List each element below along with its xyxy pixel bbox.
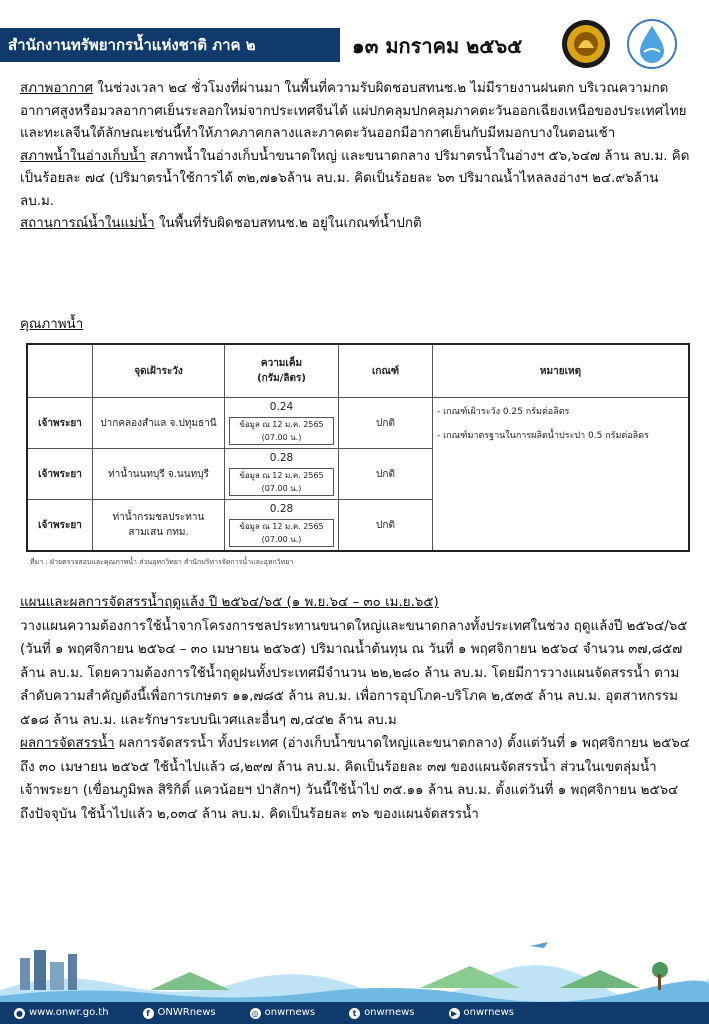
table-row [27,398,689,449]
allocation-label: ผลการจัดสรรน้ำ [20,736,115,751]
note-item: - เกณฑ์มาตรฐานในการผลิตน้ำประปา 0.5 กรัมต่อลิตร [437,431,649,441]
twitter-icon: t [349,1008,360,1019]
row-point: ท่าน้ำกรมชลประทานสามเสน กทม. [93,500,225,552]
row-criteria: ปกติ [339,500,433,552]
header-point: จุดเฝ้าระวัง [93,344,225,398]
row-value: 0.28 [269,503,294,515]
river-text: ในพื้นที่รับผิดชอบสทนช.๒ อยู่ในเกณฑ์น้ำปกติ [154,216,422,231]
row-point: ปากคลองสำแล จ.ปทุมธานี [93,398,225,449]
weather-paragraph [20,78,692,146]
reservoir-label: สภาพน้ำในอ่างเก็บน้ำ [20,148,146,164]
onwr-water-drop-logo [626,18,678,70]
plan-title: แผนและผลการจัดสรรน้ำฤดูแล้ง ปี ๒๕๖๔/๖๕ (๑ พ.ย.๖๔ – ๓๐ เม.ย.๖๕) [20,595,439,610]
row-value-cell [225,398,339,449]
footer-twitter[interactable] [349,1002,414,1024]
row-date: ข้อมูล ณ 12 ม.ค. 2565 (07.00 น.) [229,519,334,547]
row-value: 0.24 [269,401,294,413]
row-date: ข้อมูล ณ 12 ม.ค. 2565 (07.00 น.) [229,468,334,496]
row-date: ข้อมูล ณ 12 ม.ค. 2565 (07.00 น.) [229,417,334,445]
note-item: - เกณฑ์เฝ้าระวัง 0.25 กรัมต่อลิตร [437,407,570,417]
footer-website-text: www.onwr.go.th [29,1007,109,1018]
footer-youtube[interactable] [449,1002,514,1024]
allocation-text: ผลการจัดสรรน้ำ ทั้งประเทศ (อ่างเก็บน้ำขนาดใหญ่และขนาดกลาง) ตั้งแต่วันที่ ๑ พฤศจิกายน ๒๕๖๔ ถึง ๓๐ เมษายน ๒๕๖๕ ใช้น้ำไปแล้ว ๘,๒๙๗ ล้าน ลบ.ม. คิดเป็นร้อยละ ๓๗ ของแผนจัดสรรน้ำ ส่วนในเขตลุ่มน้ำเจ้าพระยา (เขื่อนภูมิพล สิริกิติ์ แควน้อยฯ ป่าสักฯ) วันนี้ใช้น้ำไป ๓๕.๑๑ ล้าน ลบ.ม. ตั้งแต่วันที่ ๑ พฤศจิกายน ๒๕๖๔ ถึงปัจจุบัน ใช้น้ำไปแล้ว ๒,๐๓๔ ล้าน ลบ.ม. คิดเป็นร้อยละ ๓๖ ของแผนจัดสรรน้ำ [20,736,690,822]
header-salinity [225,344,339,398]
row-criteria: ปกติ [339,398,433,449]
header-criteria: เกณฑ์ [339,344,433,398]
footer-instagram[interactable] [250,1002,315,1024]
allocation-paragraph [20,732,692,826]
footer-website[interactable] [14,1002,109,1024]
footer-bar [0,1002,709,1024]
header-note: หมายเหตุ [433,344,690,398]
row-value: 0.28 [269,452,294,464]
header-salinity-unit: (กรัม/ลิตร) [257,373,306,384]
row-value-cell [225,449,339,500]
footer-facebook-text: ONWRnews [157,1007,216,1018]
notes-cell [433,398,690,552]
reservoir-text: สภาพน้ำในอ่างเก็บน้ำขนาดใหญ่ และขนาดกลาง ปริมาตรน้ำในอ่างฯ ๕๖,๖๔๗ ล้าน ลบ.ม. คิดเป็นร้อยละ ๗๔ (ปริมาตรน้ำใช้การได้ ๓๒,๗๑๖ล้าน ลบ.ม. คิดเป็นร้อยละ ๖๓ ปริมาณน้ำไหลลงอ่างฯ ๒๔.๙๖ล้าน ลบ.ม. [20,148,690,209]
facebook-icon: f [143,1008,154,1019]
row-river: เจ้าพระยา [27,500,93,552]
row-point: ท่าน้ำนนทบุรี จ.นนทบุรี [93,449,225,500]
header-title: สำนักงานทรัพยากรน้ำแห่งชาติ ภาค ๒ [0,28,340,62]
report-section-allocation [20,591,692,826]
footer-instagram-text: onwrnews [264,1007,316,1018]
weather-label: สภาพอากาศ [20,81,94,96]
reservoir-paragraph [20,146,692,214]
river-paragraph [20,213,692,236]
header-salinity-label: ความเค็ม [260,358,303,369]
youtube-icon: ▶ [449,1008,460,1019]
row-river: เจ้าพระยา [27,398,93,449]
water-quality-title: คุณภาพน้ำ [20,317,84,332]
river-label: สถานการณ์น้ำในแม่น้ำ [20,216,155,231]
row-criteria: ปกติ [339,449,433,500]
instagram-icon: ◎ [250,1008,261,1019]
government-seal-logo [560,18,612,70]
water-quality-table [26,343,690,552]
footer-twitter-text: onwrnews [364,1007,415,1018]
table-source-note: ที่มา : ฝ่ายตรวจสอบและคุณภาพน้ำ ส่วนอุทกวิทยา สำนักบริหารจัดการน้ำและอุทกวิทยา [30,558,294,566]
globe-icon: ● [14,1008,25,1019]
header-river [27,344,93,398]
footer-facebook[interactable] [143,1002,216,1024]
header-date: ๑๓ มกราคม ๒๕๖๕ [352,34,523,58]
table-header-row [27,344,689,398]
plan-text: วางแผนความต้องการใช้น้ำจากโครงการชลประทานขนาดใหญ่และขนาดกลางทั้งประเทศในช่วง ฤดูแล้งปี ๒๕๖๔/๖๕ (วันที่ ๑ พฤศจิกายน ๒๕๖๔ – ๓๐ เมษายน ๒๕๖๕) ปริมาณน้ำต้นทุน ณ วันที่ ๑ พฤศจิกายน ๒๕๖๔ จำนวน ๓๗,๘๕๗ ล้าน ลบ.ม. โดยความต้องการใช้น้ำฤดูฝนทั้งประเทศมีจำนวน ๒๒,๒๘๐ ล้าน ลบ.ม. โดยมีการวางแผนจัดสรรน้ำ ตามลำดับความสำคัญดังนี้เพื่อการเกษตร ๑๑,๗๘๕ ล้าน ลบ.ม. เพื่อการอุปโภค-บริโภค ๒,๕๓๕ ล้าน ลบ.ม. อุตสาหกรรม ๕๑๘ ล้าน ลบ.ม. และรักษาระบบนิเวศและอื่นๆ ๗,๔๔๒ ล้าน ลบ.ม [20,618,688,728]
row-value-cell [225,500,339,552]
weather-text: ในช่วงเวลา ๒๔ ชั่วโมงที่ผ่านมา ในพื้นที่ความรับผิดชอบสทนช.๒ ไม่มีรายงานฝนตก บริเวณความกดอากาศสูงหรือมวลอากาศเย็นระลอกใหม่จากประเทศจีนได้ แผ่ปกคลุมปกคลุมภาคตะวันออกเฉียงเหนือของประเทศไทยและทะเลจีนใต้ลักษณะเช่นนี้ทำให้ภาคภาคกลางและภาคตะวันออกมีอากาศเย็นกับมีหมอกบางในตอนเช้า [20,81,687,141]
footer-landscape-illustration [0,930,709,1005]
footer-youtube-text: onwrnews [463,1007,514,1018]
row-river: เจ้าพระยา [27,449,93,500]
report-section-conditions [20,78,692,236]
